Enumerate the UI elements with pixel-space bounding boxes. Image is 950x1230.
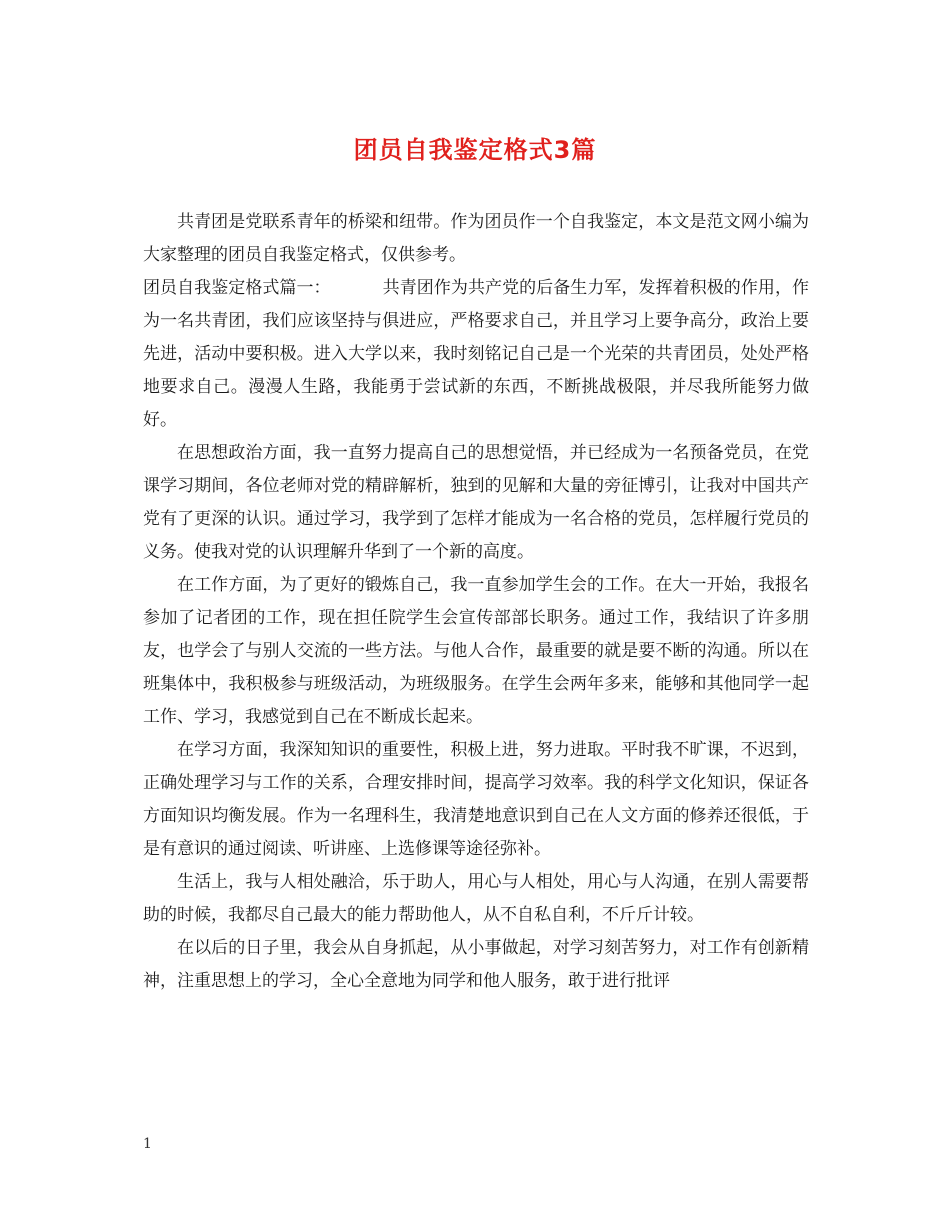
intro-paragraph: 共青团是党联系青年的桥梁和纽带。作为团员作一个自我鉴定，本文是范文网小编为大家整理的团员自我鉴定格式，仅供参考。	[143, 212, 809, 265]
page-number: 1	[143, 1136, 152, 1152]
body-paragraph-life: 生活上，我与人相处融洽，乐于助人，用心与人相处，用心与人沟通，在别人需要帮助的时候，我都尽自己最大的能力帮助他人，从不自私自利，不斤斤计较。	[143, 872, 809, 925]
body-paragraph-political: 在思想政治方面，我一直努力提高自己的思想觉悟，并已经成为一名预备党员，在党课学习期间，各位老师对党的精辟解析，独到的见解和大量的旁征博引，让我对中国共产党有了更深的认识。通过学习，我学到了怎样才能成为一名合格的党员，怎样履行党员的义务。使我对党的认识理解升华到了一个新的高度。	[143, 443, 809, 562]
section-first-paragraph	[143, 272, 809, 437]
body-paragraph-study: 在学习方面，我深知知识的重要性，积极上进，努力进取。平时我不旷课，不迟到，正确处理学习与工作的关系，合理安排时间，提高学习效率。我的科学文化知识，保证各方面知识均衡发展。作为一名理科生，我清楚地意识到自己在人文方面的修养还很低，于是有意识的通过阅读、听讲座、上选修课等途径弥补。	[143, 740, 809, 859]
body-paragraph-future: 在以后的日子里，我会从自身抓起，从小事做起，对学习刻苦努力，对工作有创新精神，注重思想上的学习，全心全意地为同学和他人服务，敢于进行批评	[143, 938, 809, 991]
body-paragraph-work: 在工作方面，为了更好的锻炼自己，我一直参加学生会的工作。在大一开始，我报名参加了记者团的工作，现在担任院学生会宣传部部长职务。通过工作，我结识了许多朋友，也学会了与别人交流的一些方法。与他人合作，最重要的就是要不断的沟通。所以在班集体中，我积极参与班级活动，为班级服务。在学生会两年多来，能够和其他同学一起工作、学习，我感觉到自己在不断成长起来。	[143, 575, 809, 727]
document-body	[143, 206, 809, 998]
section-heading: 团员自我鉴定格式篇一：	[143, 278, 331, 298]
section-first-text: 共青团作为共产党的后备生力军，发挥着积极的作用，作为一名共青团，我们应该坚持与俱进应，严格要求自己，并且学习上要争高分，政治上要先进，活动中要积极。进入大学以来，我时刻铭记自己是一个光荣的共青团员，处处严格地要求自己。漫漫人生路，我能勇于尝试新的东西，不断挑战极限，并尽我所能努力做好。	[143, 278, 810, 430]
document-title: 团员自我鉴定格式3篇	[353, 136, 597, 164]
